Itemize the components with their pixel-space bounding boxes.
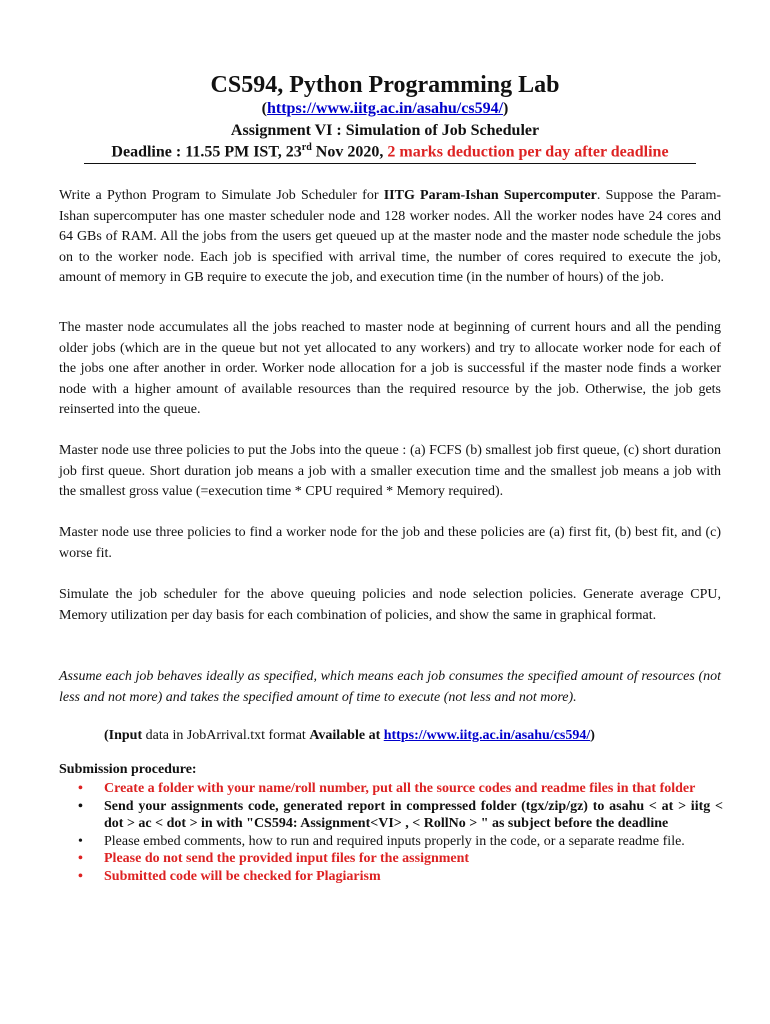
submission-heading: Submission procedure: <box>59 762 197 777</box>
deadline-suffix: Nov 2020, <box>311 143 388 161</box>
input-mid: data in JobArrival.txt format <box>142 728 310 743</box>
bullet-icon: • <box>78 851 83 866</box>
input-data-line <box>104 726 595 746</box>
submission-list <box>59 780 723 885</box>
assignment-title: Assignment VI : Simulation of Job Scheduler <box>230 122 540 139</box>
deadline-prefix: Deadline : 11.55 PM IST, 23 <box>111 143 302 161</box>
list-item-text: Send your assignments code, generated report in compressed folder (tgx/zip/gz) to asahu < at > iitg < dot > ac < dot > in with "CS594: Assignment<VI> , < RollNo > " as subject before the deadline <box>104 798 723 831</box>
list-item <box>59 868 723 886</box>
list-item-text: Submitted code will be checked for Plagiarism <box>104 868 381 884</box>
p1-end: . Suppose the Param-Ishan supercomputer has one master scheduler node and 128 worker nodes. All the worker nodes have 24 cores and 64 GBs of RAM. All the jobs from the users get queued up at the master node and the master node schedule the jobs on to the worker node. Each job is specified with arrival time, the number of cores required to execute the job, amount of memory in GB require to execute the job, and execution time (in the number of hours) of the job. <box>59 188 721 285</box>
p1-start: Write a Python Program to Simulate Job Scheduler for <box>59 188 384 203</box>
deadline-penalty: 2 marks deduction per day after deadline <box>387 143 669 161</box>
deadline-sup: rd <box>301 142 312 153</box>
input-close: ) <box>590 728 595 743</box>
bullet-icon: • <box>78 781 83 796</box>
list-item-text: Please embed comments, how to run and required inputs properly in the code, or a separate readme file. <box>104 833 685 849</box>
paragraph-queue-policies: Master node use three policies to put the Jobs into the queue : (a) FCFS (b) smallest job first queue, (c) short duration job first queue. Short duration job means a job with a smaller execution time and the smallest job means a job with the smallest gross value (=execution time * CPU required * Memory required). <box>59 443 721 499</box>
paragraph-intro <box>59 186 721 289</box>
course-url-line <box>0 100 770 118</box>
paragraph-node-policies: Master node use three policies to find a worker node for the job and these policies are (a) first fit, (b) best fit, and (c) worse fit. <box>59 525 721 561</box>
paragraph-simulate: Simulate the job scheduler for the above queuing policies and node selection policies. Generate average CPU, Memory utilization per day basis for each combination of policies, and show the same in graphical format. <box>59 587 721 623</box>
bullet-icon: • <box>78 798 83 814</box>
list-item <box>59 780 723 798</box>
list-item-text: Create a folder with your name/roll number, put all the source codes and readme files in that folder <box>104 781 696 796</box>
input-url-link[interactable]: https://www.iitg.ac.in/asahu/cs594/ <box>383 728 591 743</box>
url-close-paren: ) <box>503 100 509 117</box>
bullet-icon: • <box>78 868 83 884</box>
deadline-line <box>84 142 696 164</box>
list-item <box>59 833 723 851</box>
url-open-paren: ( <box>261 100 267 117</box>
page-title: CS594, Python Programming Lab <box>210 72 560 98</box>
bullet-icon: • <box>78 833 83 849</box>
input-available: Available at <box>309 728 384 743</box>
paragraph-master-node: The master node accumulates all the jobs reached to master node at beginning of current hours and all the pending older jobs (which are in the queue but not yet allocated to any workers) and try to allocate worker node for each of the jobs one after another in order. Worker node allocation for a job is successful if the master node finds a worker node with a higher amount of available resources than the required resource by the job. Otherwise, the job gets reinserted into the queue. <box>59 320 721 417</box>
p1-bold: IITG Param-Ishan Supercomputer <box>383 188 597 203</box>
list-item <box>59 798 723 833</box>
course-url-link[interactable]: https://www.iitg.ac.in/asahu/cs594/ <box>266 100 504 117</box>
list-item <box>59 850 723 868</box>
list-item-text: Please do not send the provided input files for the assignment <box>104 851 470 866</box>
input-open: (Input <box>104 728 143 743</box>
paragraph-assumption: Assume each job behaves ideally as specified, which means each job consumes the specified amount of resources (not less and not more) and takes the specified amount of time to execute (not less and not more). <box>59 669 721 705</box>
